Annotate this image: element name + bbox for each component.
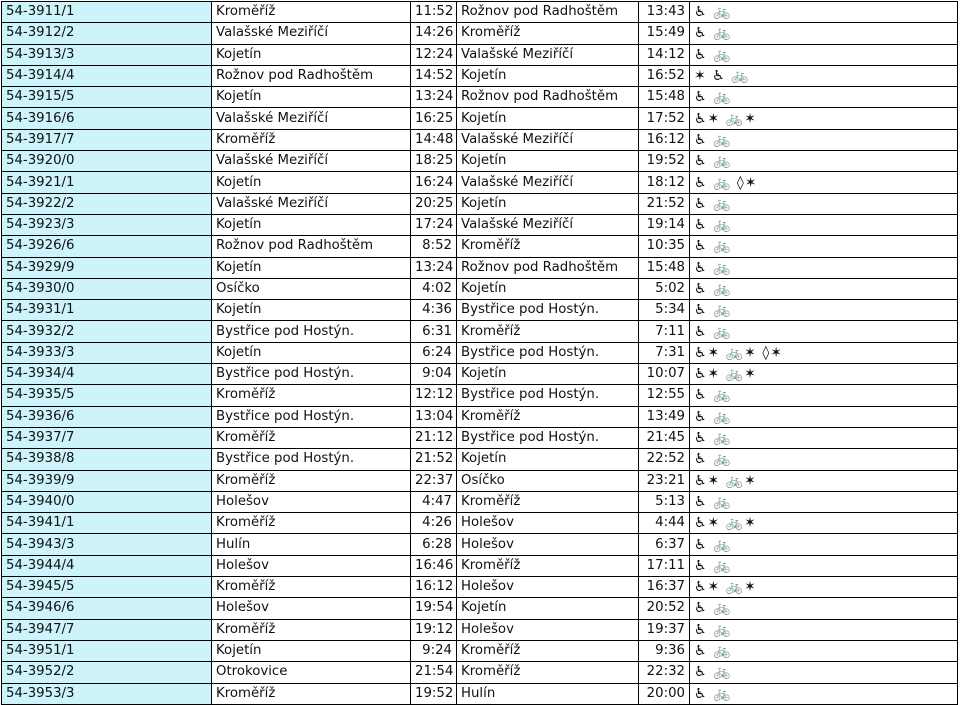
origin-station: Holešov [212, 555, 411, 576]
departure-time: 22:37 [411, 470, 457, 491]
table-row [2, 513, 958, 534]
service-icons: ♿ 🚲 [690, 2, 958, 23]
origin-station: Kojetín [212, 214, 411, 235]
table-row [2, 342, 958, 363]
destination-station: Rožnov pod Radhoštěm [457, 257, 639, 278]
departure-time: 12:12 [411, 385, 457, 406]
arrival-time: 13:49 [639, 406, 690, 427]
arrival-time: 12:55 [639, 385, 690, 406]
train-number: 54-3944/4 [2, 555, 212, 576]
service-icons: ♿ 🚲 [690, 236, 958, 257]
origin-station: Bystřice pod Hostýn. [212, 406, 411, 427]
train-number: 54-3938/8 [2, 449, 212, 470]
arrival-time: 15:48 [639, 257, 690, 278]
arrival-time: 19:14 [639, 214, 690, 235]
origin-station: Kojetín [212, 300, 411, 321]
arrival-time: 14:12 [639, 44, 690, 65]
service-icons: ♿✶ 🚲✶ ◊✶ [690, 342, 958, 363]
destination-station: Kojetín [457, 364, 639, 385]
departure-time: 6:24 [411, 342, 457, 363]
arrival-time: 16:12 [639, 129, 690, 150]
arrival-time: 5:34 [639, 300, 690, 321]
service-icons: ♿ 🚲 [690, 193, 958, 214]
train-number: 54-3941/1 [2, 513, 212, 534]
departure-time: 19:12 [411, 619, 457, 640]
train-number: 54-3922/2 [2, 193, 212, 214]
service-icons: ♿ 🚲 [690, 321, 958, 342]
table-row [2, 44, 958, 65]
table-row [2, 214, 958, 235]
train-number: 54-3935/5 [2, 385, 212, 406]
table-row [2, 619, 958, 640]
arrival-time: 17:52 [639, 108, 690, 129]
destination-station: Kroměříž [457, 555, 639, 576]
service-icons: ♿ 🚲 [690, 427, 958, 448]
origin-station: Kroměříž [212, 619, 411, 640]
destination-station: Osíčko [457, 470, 639, 491]
table-row [2, 65, 958, 86]
origin-station: Rožnov pod Radhoštěm [212, 236, 411, 257]
destination-station: Kojetín [457, 449, 639, 470]
arrival-time: 10:35 [639, 236, 690, 257]
origin-station: Valašské Meziříčí [212, 23, 411, 44]
destination-station: Valašské Meziříčí [457, 129, 639, 150]
train-number: 54-3933/3 [2, 342, 212, 363]
table-row [2, 449, 958, 470]
destination-station: Kroměříž [457, 23, 639, 44]
departure-time: 4:26 [411, 513, 457, 534]
origin-station: Otrokovice [212, 662, 411, 683]
departure-time: 13:24 [411, 257, 457, 278]
train-number: 54-3926/6 [2, 236, 212, 257]
destination-station: Kojetín [457, 193, 639, 214]
train-number: 54-3946/6 [2, 598, 212, 619]
train-number: 54-3940/0 [2, 491, 212, 512]
arrival-time: 18:12 [639, 172, 690, 193]
origin-station: Valašské Meziříčí [212, 108, 411, 129]
origin-station: Bystřice pod Hostýn. [212, 449, 411, 470]
service-icons: ♿✶ 🚲✶ [690, 470, 958, 491]
train-number: 54-3930/0 [2, 278, 212, 299]
train-number: 54-3931/1 [2, 300, 212, 321]
origin-station: Kojetín [212, 342, 411, 363]
origin-station: Kroměříž [212, 513, 411, 534]
service-icons: ♿✶ 🚲✶ [690, 108, 958, 129]
table-row [2, 364, 958, 385]
train-number: 54-3947/7 [2, 619, 212, 640]
destination-station: Kroměříž [457, 640, 639, 661]
service-icons: ♿✶ 🚲✶ [690, 577, 958, 598]
train-number: 54-3939/9 [2, 470, 212, 491]
departure-time: 21:52 [411, 449, 457, 470]
table-row [2, 108, 958, 129]
train-number: 54-3934/4 [2, 364, 212, 385]
table-row [2, 151, 958, 172]
arrival-time: 13:43 [639, 2, 690, 23]
arrival-time: 4:44 [639, 513, 690, 534]
departure-time: 4:36 [411, 300, 457, 321]
departure-time: 19:54 [411, 598, 457, 619]
table-row [2, 300, 958, 321]
origin-station: Kojetín [212, 172, 411, 193]
service-icons: ♿ 🚲 [690, 406, 958, 427]
service-icons: ♿ 🚲 ◊✶ [690, 172, 958, 193]
train-number: 54-3945/5 [2, 577, 212, 598]
origin-station: Osíčko [212, 278, 411, 299]
train-number: 54-3951/1 [2, 640, 212, 661]
service-icons: ♿ 🚲 [690, 598, 958, 619]
departure-time: 14:26 [411, 23, 457, 44]
train-number: 54-3915/5 [2, 87, 212, 108]
train-number: 54-3921/1 [2, 172, 212, 193]
destination-station: Kojetín [457, 151, 639, 172]
service-icons: ♿ 🚲 [690, 129, 958, 150]
destination-station: Holešov [457, 577, 639, 598]
destination-station: Holešov [457, 619, 639, 640]
destination-station: Holešov [457, 513, 639, 534]
service-icons: ♿ 🚲 [690, 449, 958, 470]
origin-station: Kojetín [212, 257, 411, 278]
service-icons: ♿ 🚲 [690, 662, 958, 683]
destination-station: Bystřice pod Hostýn. [457, 427, 639, 448]
arrival-time: 19:37 [639, 619, 690, 640]
destination-station: Hulín [457, 683, 639, 704]
origin-station: Kroměříž [212, 427, 411, 448]
table-row [2, 683, 958, 704]
origin-station: Bystřice pod Hostýn. [212, 321, 411, 342]
departure-time: 16:46 [411, 555, 457, 576]
origin-station: Kroměříž [212, 470, 411, 491]
table-row [2, 470, 958, 491]
arrival-time: 5:02 [639, 278, 690, 299]
departure-time: 21:54 [411, 662, 457, 683]
table-row [2, 491, 958, 512]
arrival-time: 6:37 [639, 534, 690, 555]
departure-time: 21:12 [411, 427, 457, 448]
origin-station: Kroměříž [212, 129, 411, 150]
arrival-time: 16:52 [639, 65, 690, 86]
arrival-time: 15:49 [639, 23, 690, 44]
arrival-time: 17:11 [639, 555, 690, 576]
train-number: 54-3920/0 [2, 151, 212, 172]
departure-time: 6:31 [411, 321, 457, 342]
origin-station: Rožnov pod Radhoštěm [212, 65, 411, 86]
destination-station: Bystřice pod Hostýn. [457, 342, 639, 363]
destination-station: Kojetín [457, 108, 639, 129]
arrival-time: 15:48 [639, 87, 690, 108]
destination-station: Kroměříž [457, 236, 639, 257]
train-number: 54-3923/3 [2, 214, 212, 235]
table-row [2, 577, 958, 598]
table-row [2, 172, 958, 193]
table-row [2, 555, 958, 576]
arrival-time: 9:36 [639, 640, 690, 661]
origin-station: Kojetín [212, 87, 411, 108]
train-number: 54-3914/4 [2, 65, 212, 86]
service-icons: ♿ 🚲 [690, 87, 958, 108]
service-icons: ♿ 🚲 [690, 683, 958, 704]
origin-station: Kroměříž [212, 2, 411, 23]
service-icons: ♿ 🚲 [690, 300, 958, 321]
table-row [2, 598, 958, 619]
departure-time: 17:24 [411, 214, 457, 235]
departure-time: 4:47 [411, 491, 457, 512]
departure-time: 11:52 [411, 2, 457, 23]
service-icons: ♿ 🚲 [690, 640, 958, 661]
departure-time: 9:24 [411, 640, 457, 661]
table-row [2, 193, 958, 214]
service-icons: ♿ 🚲 [690, 491, 958, 512]
train-number: 54-3952/2 [2, 662, 212, 683]
arrival-time: 21:52 [639, 193, 690, 214]
departure-time: 16:25 [411, 108, 457, 129]
service-icons: ♿✶ 🚲✶ [690, 364, 958, 385]
origin-station: Valašské Meziříčí [212, 193, 411, 214]
destination-station: Rožnov pod Radhoštěm [457, 87, 639, 108]
arrival-time: 22:52 [639, 449, 690, 470]
destination-station: Kroměříž [457, 321, 639, 342]
destination-station: Valašské Meziříčí [457, 214, 639, 235]
origin-station: Kroměříž [212, 385, 411, 406]
table-row [2, 23, 958, 44]
origin-station: Valašské Meziříčí [212, 151, 411, 172]
arrival-time: 10:07 [639, 364, 690, 385]
origin-station: Holešov [212, 598, 411, 619]
destination-station: Bystřice pod Hostýn. [457, 385, 639, 406]
service-icons: ♿ 🚲 [690, 619, 958, 640]
train-timetable [1, 1, 958, 705]
departure-time: 13:04 [411, 406, 457, 427]
arrival-time: 5:13 [639, 491, 690, 512]
departure-time: 4:02 [411, 278, 457, 299]
destination-station: Valašské Meziříčí [457, 172, 639, 193]
arrival-time: 23:21 [639, 470, 690, 491]
arrival-time: 19:52 [639, 151, 690, 172]
table-row [2, 406, 958, 427]
departure-time: 8:52 [411, 236, 457, 257]
train-number: 54-3936/6 [2, 406, 212, 427]
table-row [2, 427, 958, 448]
destination-station: Kojetín [457, 65, 639, 86]
table-row [2, 640, 958, 661]
service-icons: ♿ 🚲 [690, 534, 958, 555]
table-row [2, 534, 958, 555]
table-row [2, 662, 958, 683]
service-icons: ♿ 🚲 [690, 257, 958, 278]
table-row [2, 278, 958, 299]
table-row [2, 236, 958, 257]
service-icons: ♿ 🚲 [690, 151, 958, 172]
timetable-body [2, 2, 958, 705]
departure-time: 18:25 [411, 151, 457, 172]
train-number: 54-3917/7 [2, 129, 212, 150]
arrival-time: 7:31 [639, 342, 690, 363]
destination-station: Kojetín [457, 598, 639, 619]
origin-station: Hulín [212, 534, 411, 555]
departure-time: 14:48 [411, 129, 457, 150]
arrival-time: 22:32 [639, 662, 690, 683]
train-number: 54-3937/7 [2, 427, 212, 448]
train-number: 54-3916/6 [2, 108, 212, 129]
table-row [2, 87, 958, 108]
departure-time: 14:52 [411, 65, 457, 86]
destination-station: Bystřice pod Hostýn. [457, 300, 639, 321]
service-icons: ♿ 🚲 [690, 44, 958, 65]
service-icons: ♿✶ 🚲✶ [690, 513, 958, 534]
table-row [2, 321, 958, 342]
train-number: 54-3912/2 [2, 23, 212, 44]
origin-station: Bystřice pod Hostýn. [212, 364, 411, 385]
origin-station: Kroměříž [212, 683, 411, 704]
destination-station: Valašské Meziříčí [457, 44, 639, 65]
arrival-time: 7:11 [639, 321, 690, 342]
table-row [2, 385, 958, 406]
service-icons: ♿ 🚲 [690, 555, 958, 576]
train-number: 54-3911/1 [2, 2, 212, 23]
origin-station: Kojetín [212, 640, 411, 661]
train-number: 54-3953/3 [2, 683, 212, 704]
train-number: 54-3943/3 [2, 534, 212, 555]
origin-station: Holešov [212, 491, 411, 512]
departure-time: 20:25 [411, 193, 457, 214]
table-row [2, 129, 958, 150]
arrival-time: 16:37 [639, 577, 690, 598]
origin-station: Kojetín [212, 44, 411, 65]
service-icons: ♿ 🚲 [690, 278, 958, 299]
service-icons: ♿ 🚲 [690, 23, 958, 44]
departure-time: 16:12 [411, 577, 457, 598]
destination-station: Kroměříž [457, 662, 639, 683]
departure-time: 16:24 [411, 172, 457, 193]
arrival-time: 21:45 [639, 427, 690, 448]
destination-station: Rožnov pod Radhoštěm [457, 2, 639, 23]
departure-time: 12:24 [411, 44, 457, 65]
destination-station: Kroměříž [457, 491, 639, 512]
train-number: 54-3913/3 [2, 44, 212, 65]
origin-station: Kroměříž [212, 577, 411, 598]
train-number: 54-3929/9 [2, 257, 212, 278]
departure-time: 19:52 [411, 683, 457, 704]
destination-station: Kojetín [457, 278, 639, 299]
arrival-time: 20:52 [639, 598, 690, 619]
service-icons: ♿ 🚲 [690, 385, 958, 406]
destination-station: Kroměříž [457, 406, 639, 427]
departure-time: 9:04 [411, 364, 457, 385]
train-number: 54-3932/2 [2, 321, 212, 342]
departure-time: 6:28 [411, 534, 457, 555]
departure-time: 13:24 [411, 87, 457, 108]
arrival-time: 20:00 [639, 683, 690, 704]
service-icons: ♿ 🚲 [690, 214, 958, 235]
table-row [2, 257, 958, 278]
destination-station: Holešov [457, 534, 639, 555]
table-row [2, 2, 958, 23]
service-icons: ✶ ♿ 🚲 [690, 65, 958, 86]
